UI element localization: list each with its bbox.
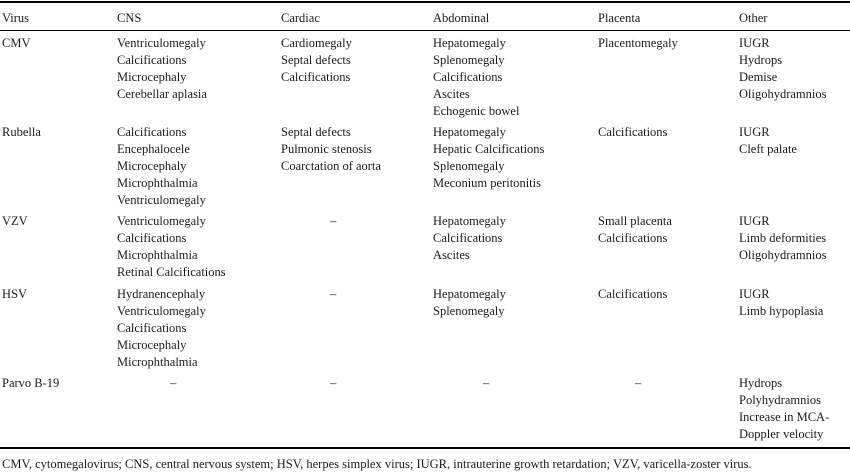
header-cardiac: Cardiac [281,11,320,25]
cell-line: Increase in MCA- [739,410,830,424]
cell-line: Limb deformities [739,231,827,245]
cell-line: Hydrops [739,376,783,390]
cell-abdominal [433,286,506,320]
cell-cardiac: – [330,376,337,390]
cell-line: Meconium peritonitis [433,176,541,190]
cell-line: Ventriculomegaly [117,304,206,318]
cell-line: Ventriculomegaly [117,36,206,50]
cell-line: Calcifications [598,125,668,139]
cell-abdominal [433,124,544,192]
cell-placenta [598,286,667,303]
cell-abdominal [433,213,506,264]
cell-line: Polyhydramnios [739,393,821,407]
cell-line: Microphthalmia [117,355,198,369]
cell-line: Calcifications [117,321,187,335]
cell-virus: Rubella [2,125,41,139]
cell-line: Calcifications [117,53,187,67]
cell-virus: VZV [2,214,28,228]
cell-line: Small placenta [598,214,672,228]
cell-line: Septal defects [281,53,351,67]
cell-line: Retinal Calcifications [117,265,226,279]
header-virus: Virus [2,11,30,25]
cell-line: Hepatomegaly [433,287,506,301]
cell-line: Echogenic bowel [433,104,520,118]
cell-line: Pulmonic stenosis [281,142,372,156]
cell-line: IUGR [739,125,770,139]
cell-other [739,35,827,103]
cell-line: IUGR [739,287,770,301]
cell-line: Doppler velocity [739,427,824,441]
cell-line: Hepatic Calcifications [433,142,545,156]
cell-line: Oligohydramnios [739,87,827,101]
cell-line: Cerebellar aplasia [117,87,207,101]
cell-placenta [598,124,667,141]
cell-line: Encephalocele [117,142,190,156]
header-abdominal: Abdominal [433,11,490,25]
cell-line: Calcifications [117,125,187,139]
cell-other [739,286,823,320]
table-bottom-rule [0,447,850,449]
cell-placenta [598,213,672,247]
cell-line: Calcifications [598,287,668,301]
cell-line: Hydrops [739,53,783,67]
cell-cns: – [170,376,177,390]
cell-virus: HSV [2,287,28,301]
cell-cardiac: – [330,287,337,301]
cell-line: Oligohydramnios [739,248,827,262]
cell-cns [117,35,207,103]
cell-other [739,213,827,264]
cell-line: Coarctation of aorta [281,159,381,173]
cell-line: Hepatomegaly [433,214,506,228]
cell-line: Ascites [433,248,470,262]
cell-line: Calcifications [598,231,668,245]
cell-line: Calcifications [433,70,503,84]
cell-other [739,124,797,158]
table-footnote: CMV, cytomegalovirus; CNS, central nervous system; HSV, herpes simplex virus; IUGR, intrauterine growth retardation; VZV, varicella-zoster virus. [2,457,752,471]
cell-abdominal [433,35,519,120]
cell-line: Ventriculomegaly [117,193,206,207]
header-cns: CNS [117,11,142,25]
header-other: Other [739,11,768,25]
cell-cns [117,213,226,281]
cell-line: Microcephaly [117,159,187,173]
cell-cardiac [281,124,381,175]
cell-cns [117,286,206,371]
cell-cns [117,124,206,209]
cell-line: Ascites [433,87,470,101]
cell-cardiac: – [330,214,337,228]
cell-line: Microcephaly [117,70,187,84]
cell-line: Splenomegaly [433,53,505,67]
cell-cardiac [281,35,352,86]
cell-virus: CMV [2,36,31,50]
cell-line: Splenomegaly [433,159,505,173]
cell-other [739,375,829,443]
cell-line: Placentomegaly [598,36,678,50]
cell-line: Splenomegaly [433,304,505,318]
cell-placenta: – [635,376,642,390]
cell-line: Calcifications [117,231,187,245]
cell-line: Limb hypoplasia [739,304,824,318]
table-top-rule [0,1,850,3]
cell-line: IUGR [739,36,770,50]
cell-line: Calcifications [433,231,503,245]
cell-line: Ventriculomegaly [117,214,206,228]
cell-line: Cardiomegaly [281,36,352,50]
cell-line: Microcephaly [117,338,187,352]
cell-line: Hydranencephaly [117,287,206,301]
cell-virus: Parvo B-19 [2,376,60,390]
header-placenta: Placenta [598,11,641,25]
cell-line: Hepatomegaly [433,125,506,139]
cell-line: Microphthalmia [117,176,198,190]
cell-line: Cleft palate [739,142,797,156]
cell-abdominal: – [483,376,490,390]
cell-line: Calcifications [281,70,351,84]
cell-line: IUGR [739,214,770,228]
table-header-rule [0,30,850,31]
cell-line: Microphthalmia [117,248,198,262]
cell-placenta [598,35,678,52]
cell-line: Demise [739,70,778,84]
cell-line: Septal defects [281,125,351,139]
cell-line: Hepatomegaly [433,36,506,50]
